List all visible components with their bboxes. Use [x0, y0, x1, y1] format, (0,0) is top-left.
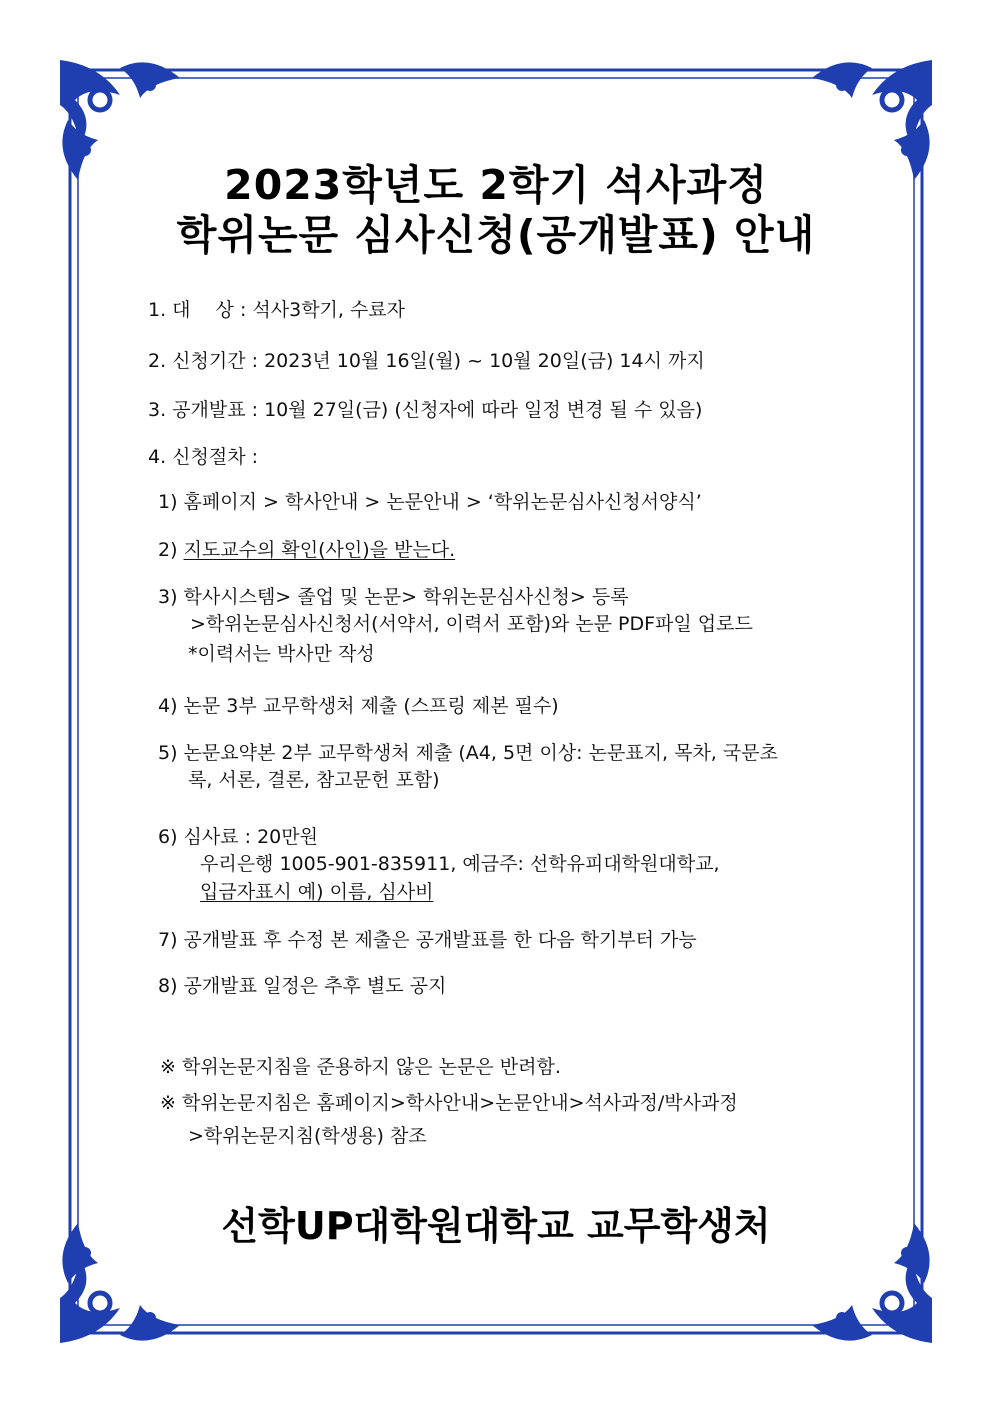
- step-5-line-1: 5) 논문요약본 2부 교무학생처 제출 (A4, 5면 이상: 논문표지, 목차, 국문초: [158, 742, 778, 764]
- item-period: 2. 신청기간 : 2023년 10월 16일(월) ~ 10월 20일(금) 14시 까지: [148, 350, 705, 372]
- step-5-line-2: 록, 서론, 결론, 참고문헌 포함): [188, 769, 440, 791]
- note-2-line-2: >학위논문지침(학생용) 참조: [188, 1125, 427, 1147]
- step-3-line-1: 3) 학사시스템> 졸업 및 논문> 학위논문심사신청> 등록: [158, 586, 629, 608]
- note-2-line-1: ※ 학위논문지침은 홈페이지>학사안내>논문안내>석사과정/박사과정: [160, 1092, 738, 1114]
- step-2: [158, 538, 455, 562]
- note-1: ※ 학위논문지침을 준용하지 않은 논문은 반려함.: [160, 1056, 561, 1078]
- issuer-footer: 선학UP대학원대학교 교무학생처: [221, 1204, 771, 1248]
- step-1: 1) 홈페이지 > 학사안내 > 논문안내 > ‘학위논문심사신청서양식’: [158, 491, 702, 513]
- item-presentation: 3. 공개발표 : 10월 27일(금) (신청자에 따라 일정 변경 될 수 있음): [148, 399, 703, 421]
- step-6-deposit-note: 입금자표시 예) 이름, 심사비: [200, 881, 434, 903]
- step-7: 7) 공개발표 후 수정 본 제출은 공개발표를 한 다음 학기부터 가능: [158, 929, 697, 951]
- title-line-2: 학위논문 심사신청(공개발표) 안내: [176, 211, 816, 259]
- step-6-line-1: 6) 심사료 : 20만원: [158, 826, 318, 848]
- step-3-note: *이력서는 박사만 작성: [188, 643, 375, 665]
- item-procedure: 4. 신청절차 :: [148, 446, 259, 468]
- step-4: 4) 논문 3부 교무학생처 제출 (스프링 제본 필수): [158, 695, 559, 717]
- step-2-text: 지도교수의 확인(사인)을 받는다.: [183, 539, 456, 561]
- step-8: 8) 공개발표 일정은 추후 별도 공지: [158, 975, 447, 997]
- item-target: 1. 대 상 : 석사3학기, 수료자: [148, 299, 406, 321]
- step-3-line-2: >학위논문심사신청서(서약서, 이력서 포함)와 논문 PDF파일 업로드: [190, 613, 753, 635]
- title-line-1: 2023학년도 2학기 석사과정: [224, 161, 768, 209]
- step-6-bank-account: 우리은행 1005-901-835911, 예금주: 선학유피대학원대학교,: [200, 853, 720, 875]
- step-2-number: 2): [158, 539, 178, 561]
